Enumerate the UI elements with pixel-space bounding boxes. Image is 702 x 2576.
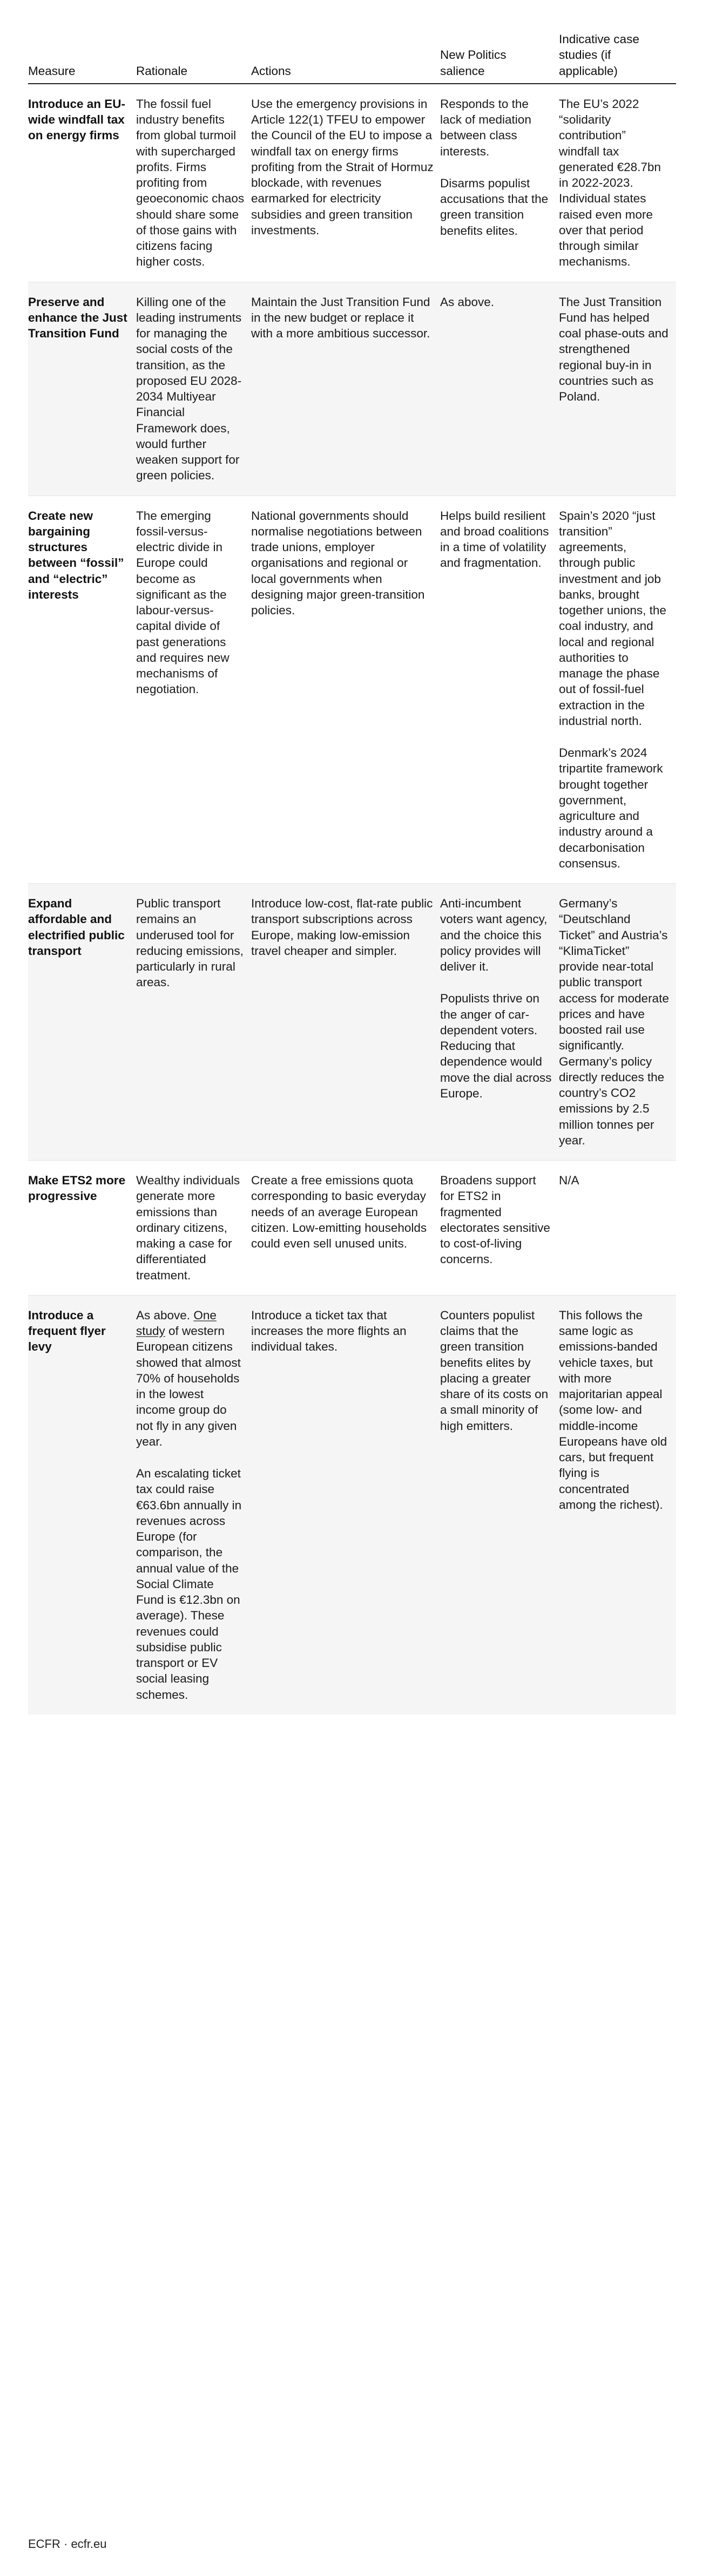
rationale-cell — [136, 282, 251, 496]
case-study-cell — [559, 282, 676, 496]
actions-text: Introduce low-cost, flat-rate public transport subscriptions across Europe, making low-emission travel cheaper and simpler. — [251, 897, 433, 958]
salience-cell — [440, 1161, 559, 1296]
rationale-text: An escalating ticket tax could raise €63.6bn annually in revenues across Europe (for comparison, the annual value of the Social Climate Fund is €12.3bn on average). These revenues could subsidise public transport or EV social leasing schemes. — [136, 1467, 242, 1701]
actions-text: Create a free emissions quota corresponding to basic everyday needs of an average European citizen. Low-emitting households could even sell unused units. — [251, 1174, 427, 1250]
measure-cell: Introduce an EU-wide windfall tax on energy firms — [28, 97, 126, 143]
case-study-text: This follows the same logic as emissions-banded vehicle taxes, but with more majoritarian appeal (some low- and middle-income Europeans have old cars, but frequent flying is concentrated among the richest). — [559, 1308, 667, 1511]
rationale-lead: As above. — [136, 1308, 194, 1322]
salience-cell — [440, 496, 559, 884]
study-link[interactable]: One study — [136, 1308, 217, 1338]
case-study-cell — [559, 884, 676, 1161]
table-row — [28, 884, 676, 1161]
salience-text: Anti-incumbent voters want agency, and the choice this policy provides will deliver it. — [440, 897, 548, 973]
header-case-studies: Indicative case studies (if applicable) — [559, 31, 676, 84]
case-study-cell — [559, 84, 676, 282]
header-actions: Actions — [251, 31, 440, 84]
case-study-text: N/A — [559, 1174, 579, 1187]
case-study-text: Germany’s “Deutschland Ticket” and Austria’s “KlimaTicket” provide near-total public transport access for moderate prices and have boosted rail use significantly. Germany’s policy directly reduces the country’s CO2 emissions by 2.5 million tonnes per year. — [559, 897, 669, 1147]
actions-cell — [251, 282, 440, 496]
rationale-text: Killing one of the leading instruments for managing the social costs of the transition, as the proposed EU 2028-2034 Multiyear Financial Framework does, would further weaken support for green policies. — [136, 295, 242, 483]
rationale-text — [136, 1307, 245, 1449]
header-measure: Measure — [28, 31, 136, 84]
table-row — [28, 1161, 676, 1296]
actions-cell — [251, 496, 440, 884]
actions-text: Maintain the Just Transition Fund in the new budget or replace it with a more ambitious successor. — [251, 295, 430, 340]
salience-cell — [440, 1295, 559, 1714]
policy-measures-table — [28, 31, 676, 1714]
salience-text: Broadens support for ETS2 in fragmented electorates sensitive to cost-of-living concerns. — [440, 1174, 550, 1266]
rationale-cell — [136, 1161, 251, 1296]
actions-cell — [251, 1161, 440, 1296]
rationale-cell — [136, 1295, 251, 1714]
measure-cell: Expand affordable and electrified public transport — [28, 884, 136, 1161]
rationale-text: Public transport remains an underused tool for reducing emissions, particularly in rural areas. — [136, 897, 244, 989]
salience-text: Helps build resilient and broad coalitions in a time of volatility and fragmentation. — [440, 509, 549, 570]
salience-text: Disarms populist accusations that the green transition benefits elites. — [440, 176, 549, 238]
rationale-cell — [136, 884, 251, 1161]
header-rationale: Rationale — [136, 31, 251, 84]
case-study-cell — [559, 496, 676, 884]
table-header-row — [28, 31, 676, 84]
actions-text: Introduce a ticket tax that increases the more flights an individual takes. — [251, 1308, 407, 1354]
actions-cell — [251, 84, 440, 282]
header-salience: New Politics salience — [440, 31, 559, 84]
salience-cell — [440, 84, 559, 282]
policy-table-container — [28, 31, 676, 1714]
actions-cell — [251, 1295, 440, 1714]
case-study-cell — [559, 1295, 676, 1714]
measure-cell: Create new bargaining structures between “fossil” and “electric” interests — [28, 496, 136, 884]
salience-text: Populists thrive on the anger of car-dependent voters. Reducing that dependence would move the dial across Europe. — [440, 992, 552, 1100]
case-study-text: Denmark’s 2024 tripartite framework brought together government, agriculture and industry around a decarbonisation consensus. — [559, 746, 663, 870]
rationale-cell — [136, 84, 251, 282]
table-row — [28, 84, 676, 282]
case-study-text: The Just Transition Fund has helped coal phase-outs and strengthened regional buy-in in countries such as Poland. — [559, 295, 669, 403]
rationale-text: The fossil fuel industry benefits from global turmoil with supercharged profits. Firms profiting from geoeconomic chaos should share some of those gains with citizens facing higher costs. — [136, 97, 245, 269]
salience-text: As above. — [440, 295, 495, 309]
salience-text: Responds to the lack of mediation between class interests. — [440, 97, 531, 158]
salience-cell — [440, 884, 559, 1161]
rationale-rest: of western European citizens showed that almost 70% of households in the lowest income group do not fly in any given year. — [136, 1324, 241, 1448]
case-study-cell — [559, 1161, 676, 1296]
case-study-text: The EU’s 2022 “solidarity contribution” windfall tax generated €28.7bn in 2022-2023. Individual states raised even more over that period through similar mechanisms. — [559, 97, 661, 269]
measure-cell: Introduce a frequent flyer levy — [28, 1295, 136, 1714]
table-row — [28, 1295, 676, 1714]
rationale-text: The emerging fossil-versus-electric divide in Europe could become as significant as the labour-versus-capital divide of past generations and requires new mechanisms of negotiation. — [136, 509, 230, 696]
measure-cell: Make ETS2 more progressive — [28, 1161, 136, 1296]
actions-cell — [251, 884, 440, 1161]
rationale-cell — [136, 496, 251, 884]
case-study-text: Spain’s 2020 “just transition” agreements, through public investment and job banks, brought together unions, the coal industry, and local and regional authorities to manage the phase out of fossil-fuel extraction in the industrial north. — [559, 509, 666, 728]
footer-credit: ECFR · ecfr.eu — [28, 2537, 107, 2551]
salience-cell — [440, 282, 559, 496]
actions-text: Use the emergency provisions in Article 122(1) TFEU to empower the Council of the EU to impose a windfall tax on energy firms profiting from the Strait of Hormuz blockade, with revenues earmarked for electricity subsidies and green transition investments. — [251, 97, 434, 237]
salience-text: Counters populist claims that the green transition benefits elites by placing a greater share of its costs on a small minority of high emitters. — [440, 1308, 549, 1433]
rationale-text: Wealthy individuals generate more emissions than ordinary citizens, making a case for differentiated treatment. — [136, 1174, 240, 1282]
table-row — [28, 496, 676, 884]
actions-text: National governments should normalise negotiations between trade unions, employer organisations and regional or local governments when designing major green-transition policies. — [251, 509, 425, 617]
table-row — [28, 282, 676, 496]
measure-cell: Preserve and enhance the Just Transition Fund — [28, 282, 136, 496]
